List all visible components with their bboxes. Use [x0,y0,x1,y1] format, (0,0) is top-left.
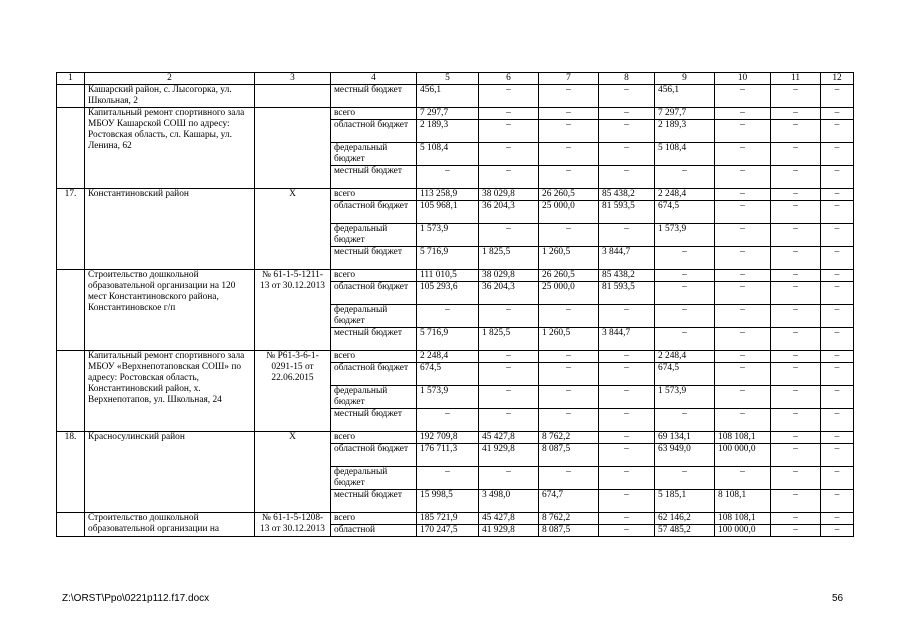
value-cell: – [821,386,854,409]
value-cell: – [479,409,539,432]
value-cell: 192 709,8 [417,432,479,444]
value-cell: 1 825,5 [479,328,539,351]
value-cell: – [715,305,771,328]
value-cell: – [599,444,655,467]
value-cell: – [479,467,539,490]
value-cell: – [539,166,599,189]
value-cell: – [771,270,821,282]
document-reference: № 61-1-5-1211-13 от 30.12.2013 [255,270,331,351]
value-cell: – [771,85,821,108]
value-cell: 100 000,0 [715,525,771,537]
value-cell: – [821,120,854,143]
value-cell: – [715,282,771,305]
funding-source: областной бюджет [331,363,417,386]
funding-source: областной бюджет [331,120,417,143]
value-cell: 111 010,5 [417,270,479,282]
value-cell: 81 593,5 [599,282,655,305]
value-cell: – [715,386,771,409]
value-cell: – [771,467,821,490]
value-cell: 674,5 [655,363,715,386]
value-cell: 1 573,9 [417,386,479,409]
value-cell: 85 438,2 [599,189,655,201]
value-cell: 26 260,5 [539,270,599,282]
value-cell: – [771,525,821,537]
value-cell: – [715,189,771,201]
value-cell: – [715,328,771,351]
value-cell: – [655,247,715,270]
value-cell: 170 247,5 [417,525,479,537]
value-cell: – [821,525,854,537]
document-reference [255,85,331,108]
value-cell: – [771,386,821,409]
value-cell: – [821,328,854,351]
header-cell: 2 [85,73,255,85]
object-name: Капитальный ремонт спортивного зала МБОУ «Верхнепотаповская СОШ» по адресу: Ростовская область, Константиновский район, х. Верхнепотапов, ул. Школьная, 24 [85,351,255,432]
value-cell: – [771,189,821,201]
value-cell: 45 427,8 [479,432,539,444]
value-cell: 1 573,9 [655,386,715,409]
funding-source: местный бюджет [331,85,417,108]
header-cell: 4 [331,73,417,85]
value-cell: 8 108,1 [715,490,771,513]
value-cell: – [539,363,599,386]
funding-source: всего [331,351,417,363]
value-cell: 45 427,8 [479,513,539,525]
value-cell: – [599,143,655,166]
value-cell: 7 297,7 [417,108,479,120]
value-cell: – [821,513,854,525]
value-cell: – [479,224,539,247]
value-cell: – [599,432,655,444]
value-cell: – [479,143,539,166]
value-cell: – [539,409,599,432]
value-cell: – [599,108,655,120]
value-cell: 81 593,5 [599,201,655,224]
value-cell: – [479,108,539,120]
value-cell: – [655,282,715,305]
value-cell: – [479,351,539,363]
value-cell: – [599,467,655,490]
value-cell: – [599,120,655,143]
funding-source: федеральный бюджет [331,143,417,166]
row-number [57,270,85,351]
value-cell: – [599,490,655,513]
value-cell: 3 844,7 [599,328,655,351]
value-cell: – [771,513,821,525]
value-cell: – [417,467,479,490]
funding-source: местный бюджет [331,328,417,351]
value-cell: – [715,409,771,432]
value-cell: – [539,305,599,328]
value-cell: – [771,108,821,120]
value-cell: 36 204,3 [479,282,539,305]
value-cell: – [821,201,854,224]
value-cell: 674,7 [539,490,599,513]
value-cell: – [417,166,479,189]
value-cell: – [821,166,854,189]
funding-source: областной [331,525,417,537]
value-cell: – [655,409,715,432]
value-cell: – [715,85,771,108]
object-name: Кашарский район, с. Лысогорка, ул. Школьная, 2 [85,85,255,108]
value-cell: – [417,305,479,328]
value-cell: – [821,432,854,444]
funding-source: областной бюджет [331,282,417,305]
value-cell: – [821,351,854,363]
header-cell: 5 [417,73,479,85]
funding-source: федеральный бюджет [331,386,417,409]
value-cell: – [821,363,854,386]
value-cell: – [771,328,821,351]
document-reference: Х [255,432,331,513]
value-cell: 3 498,0 [479,490,539,513]
value-cell: – [539,85,599,108]
value-cell: 1 573,9 [417,224,479,247]
value-cell: – [599,363,655,386]
value-cell: 62 146,2 [655,513,715,525]
value-cell: 456,1 [417,85,479,108]
row-number: 18. [57,432,85,513]
value-cell: 5 185,1 [655,490,715,513]
value-cell: – [821,224,854,247]
value-cell: – [655,328,715,351]
value-cell: 1 260,5 [539,328,599,351]
value-cell: 2 189,3 [417,120,479,143]
funding-source: федеральный бюджет [331,224,417,247]
header-cell: 12 [821,73,854,85]
header-cell: 8 [599,73,655,85]
value-cell: – [417,409,479,432]
table-row [57,513,854,525]
value-cell: – [771,120,821,143]
row-number [57,85,85,108]
value-cell: 108 108,1 [715,513,771,525]
budget-table [56,72,854,537]
table-row [57,432,854,444]
table-row [57,85,854,108]
value-cell: 41 929,8 [479,525,539,537]
value-cell: 69 134,1 [655,432,715,444]
value-cell: 38 029,8 [479,189,539,201]
value-cell: – [771,201,821,224]
value-cell: 5 108,4 [655,143,715,166]
value-cell: 105 293,6 [417,282,479,305]
header-cell: 11 [771,73,821,85]
value-cell: 1 573,9 [655,224,715,247]
value-cell: – [715,270,771,282]
object-name: Красносулинский район [85,432,255,513]
value-cell: – [715,363,771,386]
value-cell: 85 438,2 [599,270,655,282]
value-cell: – [715,351,771,363]
value-cell: 38 029,8 [479,270,539,282]
value-cell: – [771,432,821,444]
value-cell: – [821,85,854,108]
value-cell: – [821,143,854,166]
header-cell: 7 [539,73,599,85]
value-cell: – [539,351,599,363]
value-cell: – [821,467,854,490]
value-cell: – [655,270,715,282]
value-cell: – [599,166,655,189]
value-cell: 185 721,9 [417,513,479,525]
value-cell: 8 087,5 [539,444,599,467]
value-cell: 2 189,3 [655,120,715,143]
value-cell: – [821,444,854,467]
value-cell: – [539,143,599,166]
value-cell: – [771,247,821,270]
value-cell: – [479,85,539,108]
funding-source: всего [331,432,417,444]
value-cell: – [715,166,771,189]
value-cell: – [539,108,599,120]
value-cell: – [539,386,599,409]
header-cell: 10 [715,73,771,85]
funding-source: всего [331,189,417,201]
value-cell: – [771,490,821,513]
value-cell: – [479,305,539,328]
object-name: Строительство дошкольной образовательной организации на 120 мест Константиновского района, Константиновское г/п [85,270,255,351]
value-cell: 176 711,3 [417,444,479,467]
value-cell: – [821,282,854,305]
value-cell: – [539,467,599,490]
value-cell: – [771,166,821,189]
value-cell: – [821,108,854,120]
funding-source: местный бюджет [331,247,417,270]
value-cell: 3 844,7 [599,247,655,270]
table-body [57,73,854,537]
value-cell: 456,1 [655,85,715,108]
funding-source: местный бюджет [331,490,417,513]
value-cell: – [821,189,854,201]
value-cell: – [771,305,821,328]
value-cell: 113 258,9 [417,189,479,201]
value-cell: 1 260,5 [539,247,599,270]
header-cell: 1 [57,73,85,85]
value-cell: 25 000,0 [539,201,599,224]
value-cell: 26 260,5 [539,189,599,201]
funding-source: местный бюджет [331,166,417,189]
header-cell: 3 [255,73,331,85]
value-cell: – [771,143,821,166]
value-cell: 25 000,0 [539,282,599,305]
header-cell: 6 [479,73,539,85]
funding-source: областной бюджет [331,444,417,467]
value-cell: – [539,224,599,247]
value-cell: 63 949,0 [655,444,715,467]
value-cell: 36 204,3 [479,201,539,224]
value-cell: – [479,363,539,386]
value-cell: – [599,85,655,108]
value-cell: 5 108,4 [417,143,479,166]
value-cell: – [539,120,599,143]
funding-source: областной бюджет [331,201,417,224]
value-cell: – [715,143,771,166]
value-cell: – [821,490,854,513]
footer-file-path: Z:\ORST\Ppo\0221p112.f17.docx [62,593,210,604]
funding-source: всего [331,270,417,282]
row-number [57,513,85,537]
document-reference: № Р61-3-6-1-0291-15 от 22.06.2015 [255,351,331,432]
value-cell: 8 762,2 [539,432,599,444]
value-cell: 2 248,4 [655,189,715,201]
value-cell: 2 248,4 [655,351,715,363]
value-cell: 8 762,2 [539,513,599,525]
funding-source: всего [331,108,417,120]
object-name: Капитальный ремонт спортивного зала МБОУ Кашарской СОШ по адресу: Ростовская область, сл. Кашары, ул. Ленина, 62 [85,108,255,189]
value-cell: 41 929,8 [479,444,539,467]
value-cell: – [821,247,854,270]
value-cell: – [655,467,715,490]
table-row [57,189,854,201]
value-cell: – [599,513,655,525]
value-cell: – [655,166,715,189]
value-cell: 57 485,2 [655,525,715,537]
value-cell: – [599,305,655,328]
document-reference: № 61-1-5-1208-13 от 30.12.2013 [255,513,331,537]
object-name: Константиновский район [85,189,255,270]
table-row [57,108,854,120]
value-cell: – [479,386,539,409]
value-cell: – [771,409,821,432]
document-reference: Х [255,189,331,270]
value-cell: 100 000,0 [715,444,771,467]
value-cell: – [771,363,821,386]
value-cell: 15 998,5 [417,490,479,513]
row-number [57,108,85,189]
table-row [57,351,854,363]
value-cell: 105 968,1 [417,201,479,224]
value-cell: 5 716,9 [417,247,479,270]
value-cell: – [715,201,771,224]
value-cell: 674,5 [417,363,479,386]
header-cell: 9 [655,73,715,85]
value-cell: – [771,351,821,363]
object-name: Строительство дошкольной образовательной организации на [85,513,255,537]
value-cell: 7 297,7 [655,108,715,120]
value-cell: – [771,444,821,467]
value-cell: – [599,525,655,537]
document-reference [255,108,331,189]
value-cell: – [599,409,655,432]
value-cell: – [479,166,539,189]
funding-source: федеральный бюджет [331,305,417,328]
value-cell: – [821,409,854,432]
value-cell: 8 087,5 [539,525,599,537]
value-cell: 108 108,1 [715,432,771,444]
header-row [57,73,854,85]
page-number: 56 [832,593,844,604]
funding-source: всего [331,513,417,525]
value-cell: 5 716,9 [417,328,479,351]
table-row [57,270,854,282]
value-cell: 674,5 [655,201,715,224]
value-cell: – [599,224,655,247]
funding-source: федеральный бюджет [331,467,417,490]
value-cell: – [821,305,854,328]
value-cell: 1 825,5 [479,247,539,270]
value-cell: 2 248,4 [417,351,479,363]
value-cell: – [715,467,771,490]
value-cell: – [771,224,821,247]
row-number: 17. [57,189,85,270]
value-cell: – [715,224,771,247]
value-cell: – [599,386,655,409]
value-cell: – [715,247,771,270]
value-cell: – [821,270,854,282]
funding-source: местный бюджет [331,409,417,432]
value-cell: – [771,282,821,305]
value-cell: – [715,108,771,120]
value-cell: – [655,305,715,328]
value-cell: – [599,351,655,363]
value-cell: – [715,120,771,143]
row-number [57,351,85,432]
value-cell: – [479,120,539,143]
